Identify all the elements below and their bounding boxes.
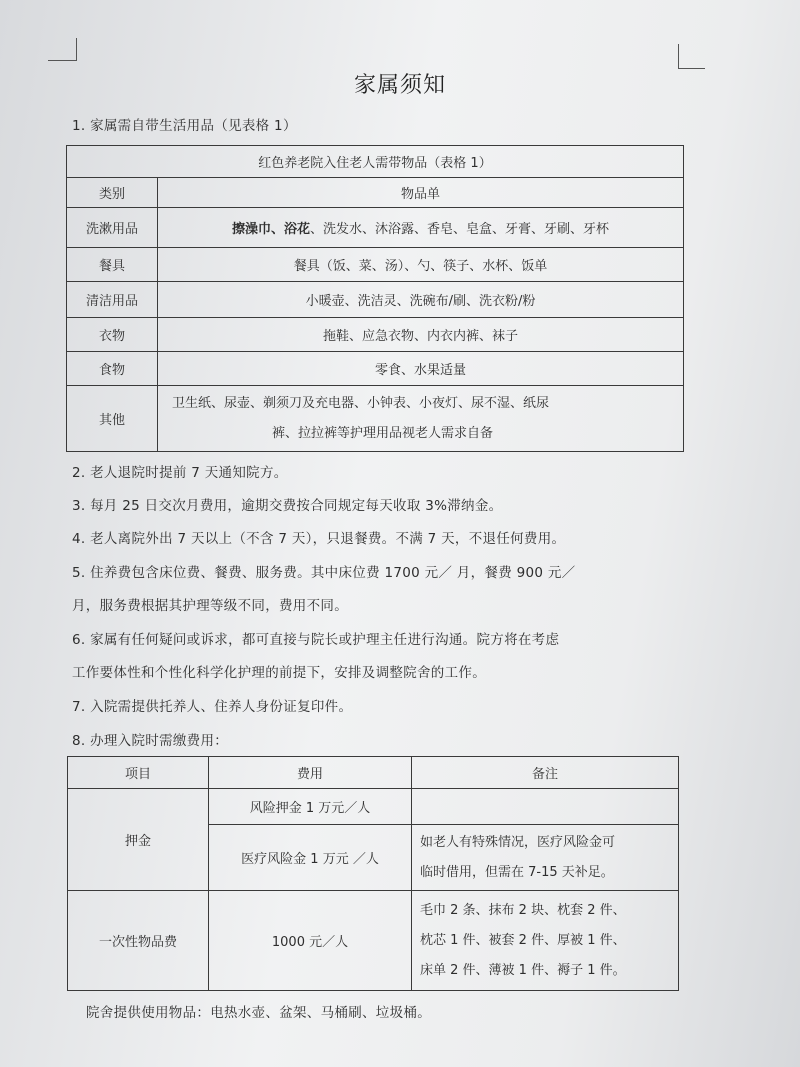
row-category: 其他 — [67, 386, 158, 452]
row-items-line1: 卫生纸、尿壶、剃须刀及充电器、小钟表、小夜灯、尿不湿、纸尿 — [172, 395, 550, 411]
header-fee: 费用 — [209, 757, 412, 789]
header-category: 类别 — [67, 178, 158, 208]
goods-note — [412, 891, 679, 991]
header-item: 项目 — [68, 757, 209, 789]
risk-deposit-note — [412, 789, 679, 825]
medical-risk-note — [412, 825, 679, 891]
table-row — [67, 352, 684, 386]
section-8: 8. 办理入院时需缴费用： — [72, 733, 229, 749]
footer-note: 院舍提供使用物品：电热水壶、盆架、马桶刷、垃圾桶。 — [86, 1005, 431, 1021]
note-line: 枕芯 1 件、被套 2 件、厚被 1 件、 — [420, 932, 626, 948]
row-items: 餐具（饭、菜、汤）、勺、筷子、水杯、饭单 — [158, 248, 684, 282]
table-row — [67, 248, 684, 282]
header-note: 备注 — [412, 757, 679, 789]
section-1: 1. 家属需自带生活用品（见表格 1） — [72, 118, 297, 134]
row-category: 洗漱用品 — [67, 208, 158, 248]
section-6-line2: 工作要体性和个性化科学化护理的前提下，安排及调整院舍的工作。 — [72, 665, 486, 681]
risk-deposit-fee: 风险押金 1 万元／人 — [209, 789, 412, 825]
goods-fee: 1000 元／人 — [209, 891, 412, 991]
table-row — [67, 318, 684, 352]
items-table — [66, 145, 684, 452]
section-5-line2: 月，服务费根据其护理等级不同，费用不同。 — [72, 598, 348, 614]
header-items: 物品单 — [158, 178, 684, 208]
table-row — [67, 282, 684, 318]
note-line: 床单 2 件、薄被 1 件、褥子 1 件。 — [420, 962, 626, 978]
section-4: 4. 老人离院外出 7 天以上（不含 7 天），只退餐费。不满 7 天，不退任何费用。 — [72, 531, 566, 547]
table-row — [67, 386, 684, 452]
section-2: 2. 老人退院时提前 7 天通知院方。 — [72, 465, 288, 481]
crop-mark-top-left — [48, 38, 77, 61]
page-title: 家属须知 — [353, 73, 446, 98]
note-line: 如老人有特殊情况，医疗风险金可 — [420, 834, 616, 850]
items-table-caption: 红色养老院入住老人需带物品（表格 1） — [67, 146, 684, 178]
row-category: 清洁用品 — [67, 282, 158, 318]
section-5-line1: 5. 住养费包含床位费、餐费、服务费。其中床位费 1700 元／ 月，餐费 900 元／ — [72, 565, 576, 581]
section-6-line1: 6. 家属有任何疑问或诉求，都可直接与院长或护理主任进行沟通。院方将在考虑 — [72, 632, 560, 648]
goods-item: 一次性物品费 — [68, 891, 209, 991]
section-7: 7. 入院需提供托养人、住养人身份证复印件。 — [72, 699, 353, 715]
row-items — [158, 386, 684, 452]
row-items: 零食、水果适量 — [158, 352, 684, 386]
section-3: 3. 每月 25 日交次月费用，逾期交费按合同规定每天收取 3%滞纳金。 — [72, 498, 503, 514]
deposit-item: 押金 — [68, 789, 209, 891]
row-items — [158, 208, 684, 248]
table-row — [67, 208, 684, 248]
row-category: 衣物 — [67, 318, 158, 352]
row-items-bold: 擦澡巾、浴花 — [231, 222, 310, 237]
row-items-text: 、洗发水、沐浴露、香皂、皂盒、牙膏、牙刷、牙杯 — [310, 222, 610, 237]
row-category: 食物 — [67, 352, 158, 386]
row-category: 餐具 — [67, 248, 158, 282]
row-items-line2: 裤、拉拉裤等护理用品视老人需求自备 — [272, 425, 494, 441]
fees-table — [67, 756, 679, 991]
medical-risk-fee: 医疗风险金 1 万元 ／人 — [209, 825, 412, 891]
note-line: 毛巾 2 条、抹布 2 块、枕套 2 件、 — [420, 902, 626, 918]
row-items: 小暖壶、洗洁灵、洗碗布/刷、洗衣粉/粉 — [158, 282, 684, 318]
crop-mark-top-right — [678, 44, 705, 69]
note-line: 临时借用，但需在 7-15 天补足。 — [420, 864, 614, 880]
row-items: 拖鞋、应急衣物、内衣内裤、袜子 — [158, 318, 684, 352]
table-row — [68, 891, 679, 991]
table-row — [68, 789, 679, 825]
